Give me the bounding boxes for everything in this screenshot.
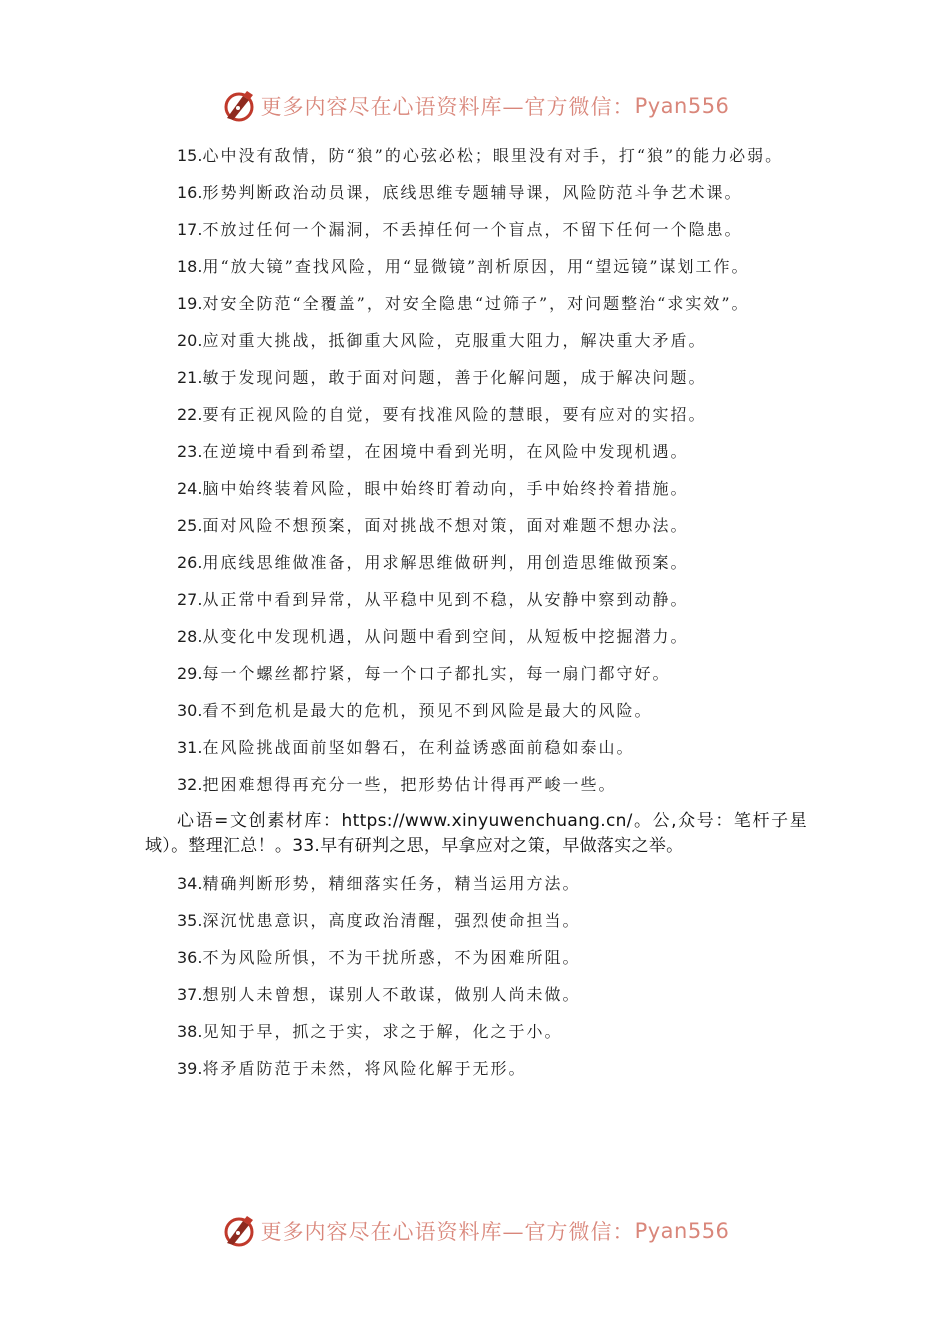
item-number: 20. [177, 331, 203, 350]
item-text: 要有正视风险的自觉，要有找准风险的慧眼，要有应对的实招。 [202, 405, 707, 424]
item-text: 把困难想得再充分一些，把形势估计得再严峻一些。 [202, 775, 617, 794]
list-item [145, 772, 807, 797]
item-number: 25. [177, 516, 203, 535]
list-item [145, 1056, 807, 1081]
list-item [145, 143, 807, 168]
document-body [145, 143, 807, 1093]
item-number: 26. [177, 553, 203, 572]
list-item [145, 982, 807, 1007]
list-item [145, 402, 807, 427]
pen-nib-circle-icon [221, 88, 257, 124]
item-number: 17. [177, 220, 203, 239]
item-text: 对安全防范“全覆盖”，对安全隐患“过筛子”，对问题整治“求实效”。 [202, 294, 750, 313]
list-item [145, 587, 807, 612]
footer-text: 更多内容尽在心语资料库—官方微信： [260, 1220, 635, 1244]
item-number: 16. [177, 183, 203, 202]
item-number: 30. [177, 701, 203, 720]
item-text: 形势判断政治动员课，底线思维专题辅导课，风险防范斗争艺术课。 [202, 183, 743, 202]
list-item [145, 1019, 807, 1044]
item-text: 脑中始终装着风险，眼中始终盯着动向，手中始终拎着措施。 [202, 479, 689, 498]
item-text: 精确判断形势，精细落实任务，精当运用方法。 [202, 874, 581, 893]
item-text: 在风险挑战面前坚如磐石，在利益诱惑面前稳如泰山。 [202, 738, 635, 757]
list-item [145, 661, 807, 686]
item-number: 19. [177, 294, 203, 313]
item-text: 不为风险所惧，不为干扰所惑，不为困难所阻。 [202, 948, 581, 967]
item-number: 39. [177, 1059, 203, 1078]
item-text: 从变化中发现机遇，从问题中看到空间，从短板中挖掘潜力。 [202, 627, 689, 646]
list-item [145, 365, 807, 390]
list-item [145, 328, 807, 353]
list-item [145, 871, 807, 896]
item-text: 将矛盾防范于未然，将风险化解于无形。 [202, 1059, 527, 1078]
item-text: 不放过任何一个漏洞，不丢掉任何一个盲点，不留下任何一个隐患。 [202, 220, 743, 239]
item-number: 34. [177, 874, 203, 893]
item-text: 看不到危机是最大的危机，预见不到风险是最大的风险。 [202, 701, 653, 720]
item-text: 用“放大镜”查找风险，用“显微镜”剖析原因，用“望远镜”谋划工作。 [202, 257, 750, 276]
list-item [145, 254, 807, 279]
list-item [145, 180, 807, 205]
item-text: 见知于早，抓之于实，求之于解，化之于小。 [202, 1022, 563, 1041]
list-item [145, 439, 807, 464]
list-item [145, 908, 807, 933]
item-text: 心中没有敌情，防“狼”的心弦必松；眼里没有对手，打“狼”的能力必弱。 [202, 146, 784, 165]
item-number: 21. [177, 368, 203, 387]
item-number: 22. [177, 405, 203, 424]
item-number: 29. [177, 664, 203, 683]
pen-nib-circle-icon [221, 1213, 257, 1249]
list-item [145, 945, 807, 970]
item-number: 28. [177, 627, 203, 646]
item-text: 深沉忧患意识，高度政治清醒，强烈使命担当。 [202, 911, 581, 930]
item-number: 31. [177, 738, 203, 757]
item-text: 从正常中看到异常，从平稳中见到不稳，从安静中察到动静。 [202, 590, 689, 609]
item-number: 37. [177, 985, 203, 1004]
item-text: 在逆境中看到希望，在困境中看到光明，在风险中发现机遇。 [202, 442, 689, 461]
header-text: 更多内容尽在心语资料库—官方微信： [260, 95, 635, 119]
list-item [145, 513, 807, 538]
list-item [145, 217, 807, 242]
item-text: 每一个螺丝都拧紧，每一个口子都扎实，每一扇门都守好。 [202, 664, 671, 683]
item-text: 应对重大挑战，抵御重大风险，克服重大阻力，解决重大矛盾。 [202, 331, 707, 350]
footer-banner [0, 1211, 950, 1251]
header-wechat-id: Pyan556 [634, 94, 730, 118]
item-number: 18. [177, 257, 203, 276]
list-item [145, 476, 807, 501]
item-number: 32. [177, 775, 203, 794]
item-text: 用底线思维做准备，用求解思维做研判，用创造思维做预案。 [202, 553, 689, 572]
list-item [145, 550, 807, 575]
footer-wechat-id: Pyan556 [634, 1219, 730, 1243]
item-number: 27. [177, 590, 203, 609]
item-text: 想别人未曾想，谋别人不敢谋，做别人尚未做。 [202, 985, 581, 1004]
item-number: 15. [177, 146, 203, 165]
item-text: 面对风险不想预案，面对挑战不想对策，面对难题不想办法。 [202, 516, 689, 535]
item-number: 36. [177, 948, 203, 967]
source-note: 心语=文创素材库：https://www.xinyuwenchuang.cn/。公,众号：笔杆子星域）。整理汇总！。33.早有研判之思，早拿应对之策，早做落实之举。 [145, 811, 807, 856]
item-number: 23. [177, 442, 203, 461]
item-number: 24. [177, 479, 203, 498]
list-item [145, 698, 807, 723]
item-text: 敏于发现问题，敢于面对问题，善于化解问题，成于解决问题。 [202, 368, 707, 387]
list-item [145, 624, 807, 649]
header-banner [0, 86, 950, 126]
list-item [145, 291, 807, 316]
list-item [145, 735, 807, 760]
item-number: 38. [177, 1022, 203, 1041]
item-number: 35. [177, 911, 203, 930]
